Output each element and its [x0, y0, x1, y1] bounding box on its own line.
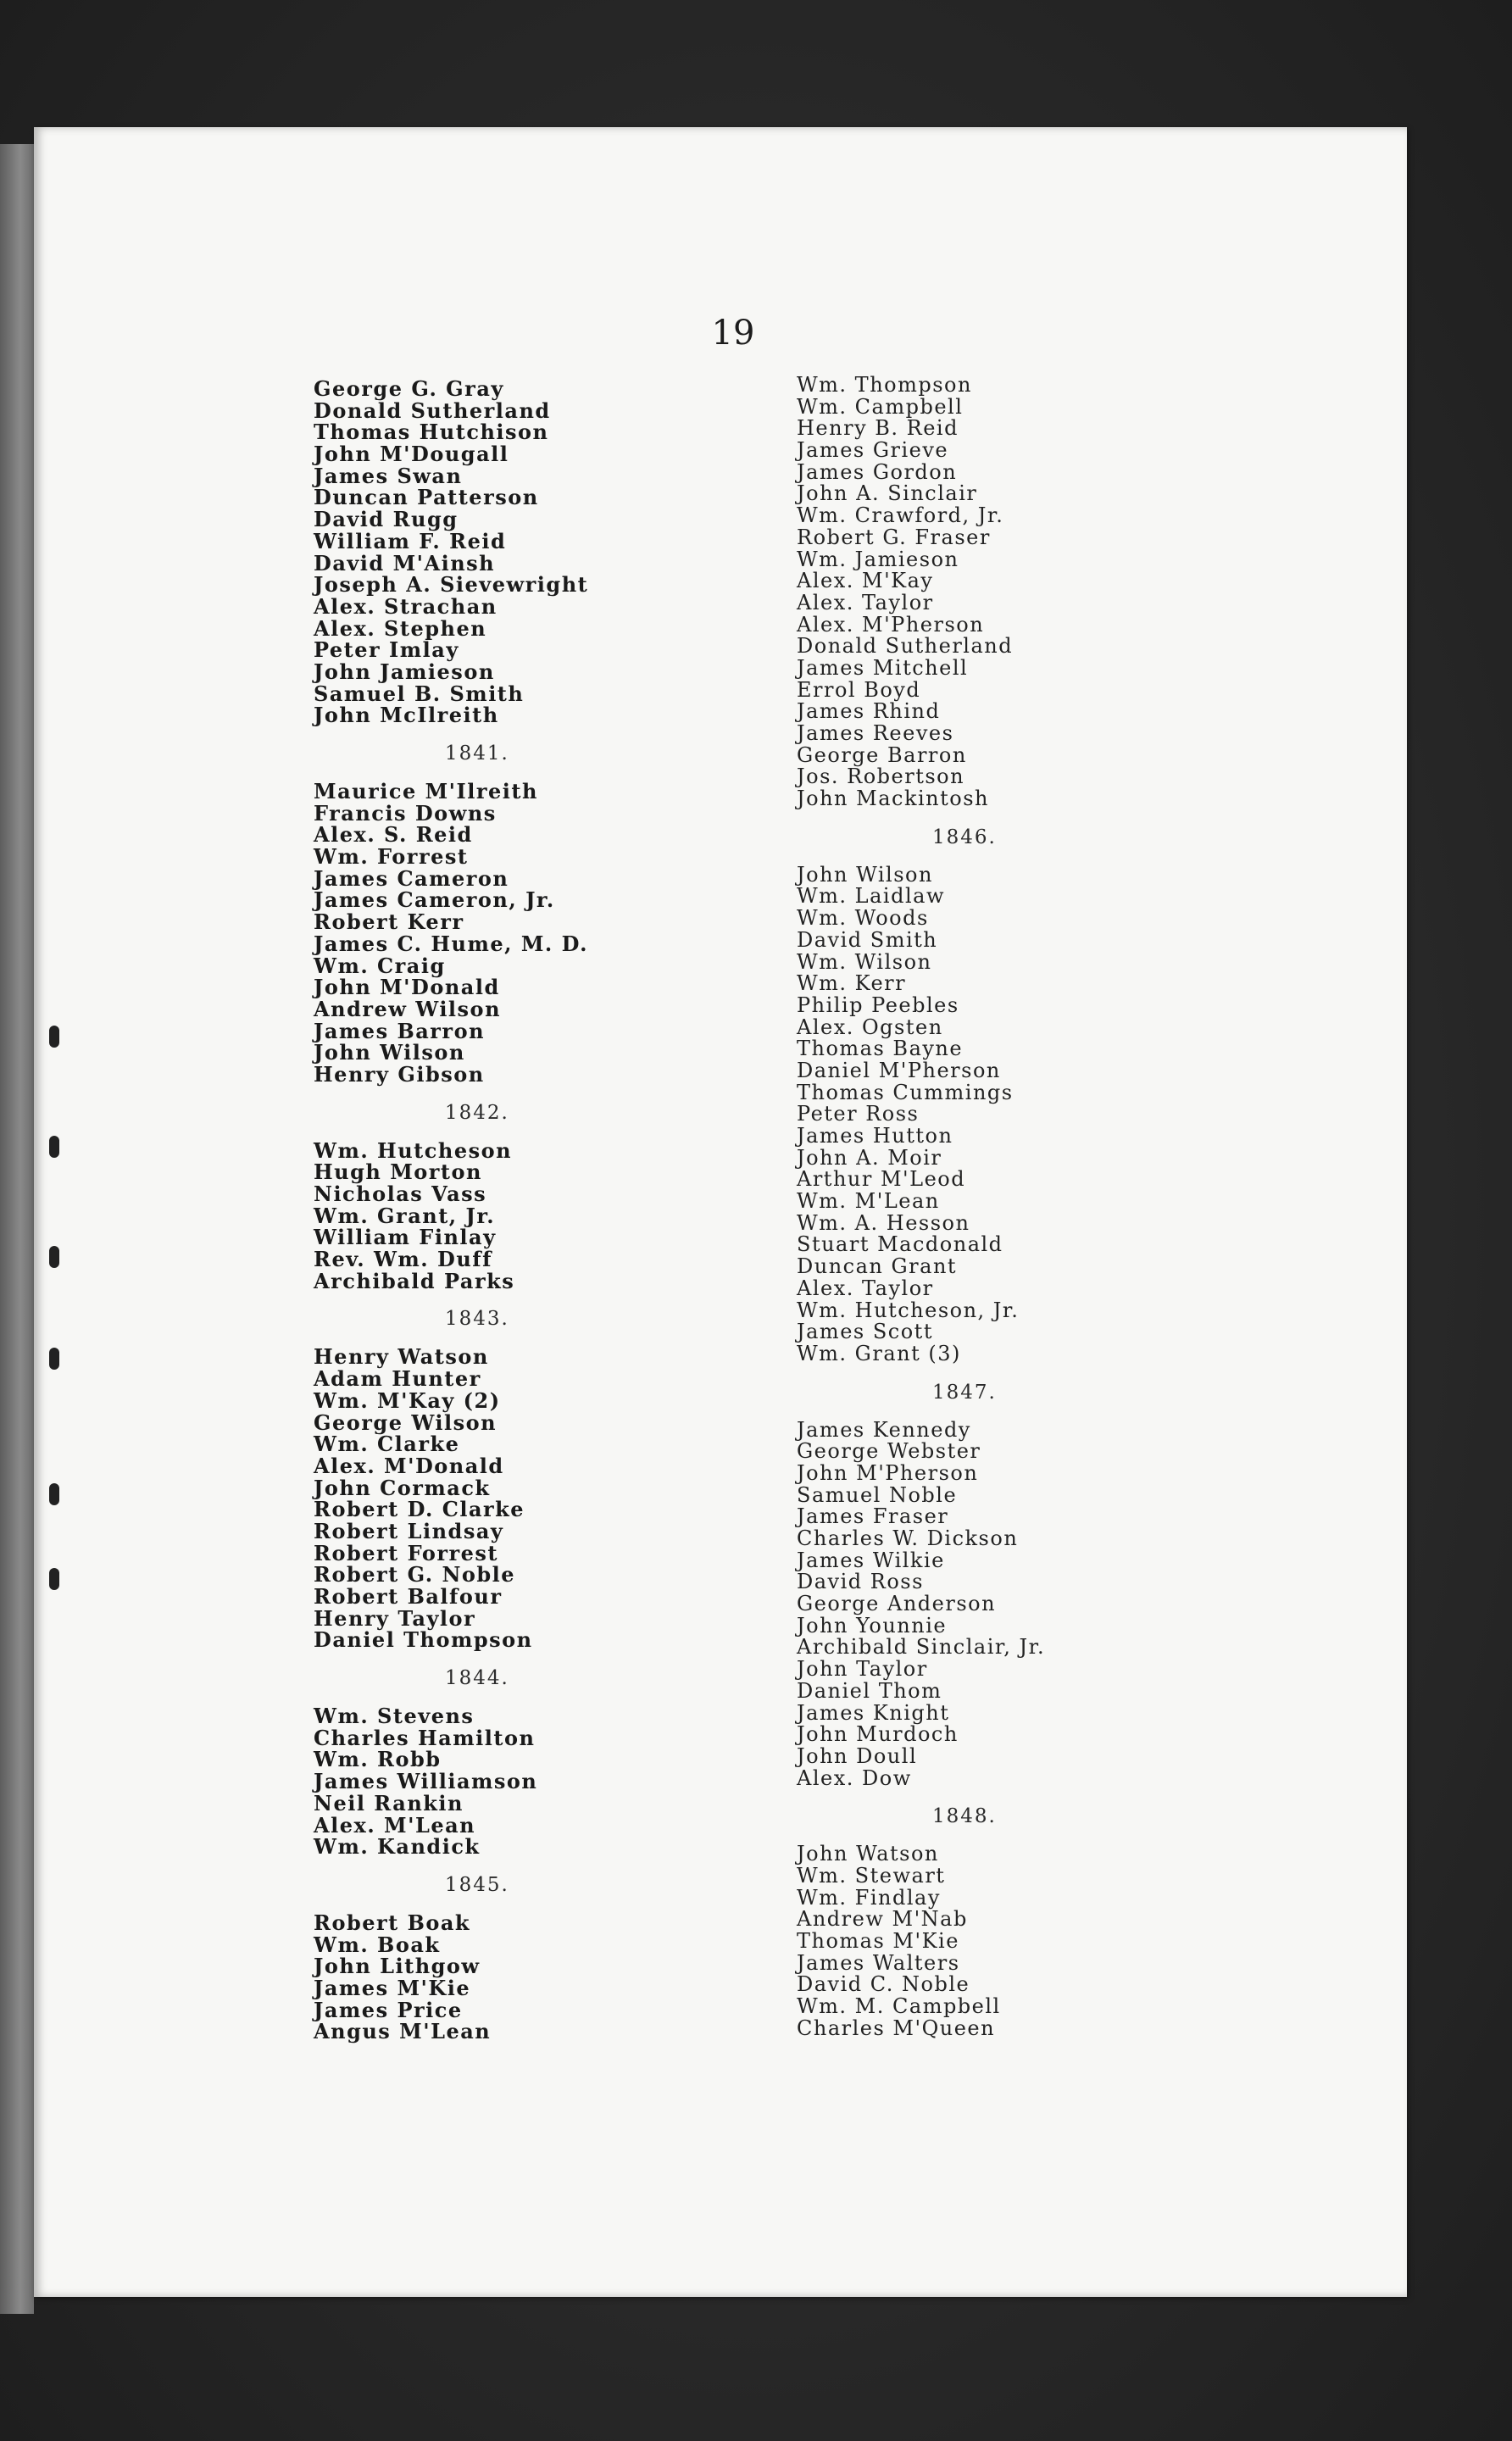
member-name: John Younnie [797, 1613, 948, 1638]
member-name: Andrew M'Nab [797, 1907, 968, 1932]
member-name: Wm. Hutcheson, Jr. [797, 1298, 1020, 1322]
member-name: Neil Rankin [314, 1790, 464, 1815]
member-name: Charles M'Queen [797, 2016, 996, 2040]
member-name: Samuel B. Smith [314, 681, 525, 706]
member-name: David C. Noble [797, 1972, 970, 1997]
left-name-column [314, 378, 754, 2043]
member-name: John Wilson [314, 1040, 465, 1065]
member-name: John Lithgow [314, 1954, 481, 1979]
member-name: Peter Ross [797, 1102, 920, 1126]
member-name: Wm. Laidlaw [797, 884, 945, 909]
member-name: James Grieve [797, 438, 949, 463]
member-name: Joseph A. Sievewright [314, 572, 589, 598]
member-name: Donald Sutherland [314, 398, 551, 423]
member-name: Wm. Kandick [314, 1834, 481, 1860]
member-name: David Smith [797, 927, 938, 952]
left-year-sections [314, 742, 754, 2043]
member-name: Robert Kerr [314, 909, 464, 935]
member-name: Wm. Grant (3) [797, 1341, 961, 1365]
member-name: James Price [314, 1997, 463, 2022]
member-name: David Rugg [314, 507, 459, 532]
member-name: William F. Reid [314, 528, 507, 553]
member-name: David Ross [797, 1570, 924, 1594]
year-heading: 1846. [932, 826, 997, 848]
binding-hole [49, 1246, 59, 1268]
member-name: Rev. Wm. Duff [314, 1247, 492, 1272]
member-name: John M'Dougall [314, 442, 509, 467]
member-name: Robert Balfour [314, 1584, 503, 1609]
member-name: John Wilson [797, 862, 933, 887]
binding-hole [49, 1568, 59, 1590]
left-top-names [314, 378, 754, 726]
member-name: Peter Imlay [314, 637, 459, 663]
member-name: James Walters [797, 1950, 960, 1975]
member-name: Maurice M'Ilreith [314, 779, 538, 803]
member-name: Alex. S. Reid [314, 822, 473, 848]
member-name: Wm. Campbell [797, 394, 964, 419]
member-name: James Hutton [797, 1124, 953, 1148]
member-name: John Taylor [797, 1657, 928, 1682]
member-name: Wm. Craig [314, 953, 446, 978]
member-name: Wm. Boak [314, 1932, 441, 1957]
member-name: James Kennedy [797, 1417, 971, 1442]
member-name: John Cormack [314, 1475, 491, 1500]
member-name: Charles W. Dickson [797, 1526, 1019, 1550]
member-name: Wm. Stewart [797, 1863, 946, 1888]
member-name: Wm. Crawford, Jr. [797, 503, 1004, 528]
member-name: Alex. Strachan [314, 593, 498, 619]
member-name: Wm. Woods [797, 906, 929, 931]
member-name: John Jamieson [314, 659, 495, 684]
member-name: James Reeves [797, 721, 954, 745]
member-name: George G. Gray [314, 376, 504, 401]
member-name: Arthur M'Leod [797, 1167, 966, 1192]
member-name: Nicholas Vass [314, 1182, 487, 1206]
member-name: James Scott [797, 1320, 933, 1344]
member-name: Hugh Morton [314, 1159, 482, 1185]
member-name: Adam Hunter [314, 1366, 481, 1392]
member-name: James Swan [314, 463, 463, 488]
member-name: Wm. Jamieson [797, 547, 959, 571]
member-name: James Gordon [797, 459, 958, 484]
member-name: John McIlreith [314, 703, 499, 728]
year-heading: 1841. [445, 742, 509, 765]
member-name: Alex. Ogsten [797, 1015, 943, 1039]
year-heading: 1842. [445, 1101, 509, 1124]
year-heading: 1843. [445, 1308, 509, 1331]
member-name: Wm. A. Hesson [797, 1210, 970, 1235]
member-name: Samuel Noble [797, 1482, 958, 1507]
member-name: Wm. Clarke [314, 1432, 460, 1457]
member-name: Duncan Patterson [314, 485, 539, 510]
member-name: John Murdoch [797, 1722, 959, 1747]
member-name: James Fraser [797, 1504, 949, 1529]
member-name: Jos. Robertson [797, 765, 965, 789]
member-name: George Barron [797, 742, 967, 767]
member-name: Donald Sutherland [797, 634, 1014, 659]
member-name: Daniel Thom [797, 1678, 942, 1703]
member-name: Daniel Thompson [314, 1627, 533, 1653]
member-name: Errol Boyd [797, 677, 921, 702]
member-name: Philip Peebles [797, 993, 959, 1017]
member-name: Henry Gibson [314, 1061, 485, 1087]
binding-edge [0, 144, 34, 2314]
member-name: Alex. Stephen [314, 615, 487, 641]
member-name: Henry Taylor [314, 1605, 476, 1631]
member-name: John A. Moir [797, 1145, 942, 1170]
member-name: George Webster [797, 1439, 981, 1464]
member-name: Alex. M'Pherson [797, 612, 985, 637]
member-name: Thomas Cummings [797, 1080, 1014, 1104]
member-name: Andrew Wilson [314, 996, 502, 1021]
right-top-names [797, 375, 1271, 810]
member-name: John Mackintosh [797, 787, 989, 811]
right-name-column [797, 375, 1271, 2039]
member-name: James Rhind [797, 699, 941, 724]
member-name: John Watson [797, 1842, 939, 1866]
member-name: George Anderson [797, 1592, 997, 1616]
member-name: Alex. M'Kay [797, 569, 934, 593]
binding-hole [49, 1483, 59, 1505]
member-name: Thomas M'Kie [797, 1929, 959, 1953]
member-name: Wm. Hutcheson [314, 1137, 513, 1163]
member-name: James M'Kie [314, 1975, 471, 2000]
member-name: Robert Forrest [314, 1540, 498, 1565]
member-name: David M'Ainsh [314, 550, 496, 575]
member-name: Robert G. Noble [314, 1562, 516, 1587]
member-name: John A. Sinclair [797, 481, 978, 506]
member-name: Angus M'Lean [314, 2019, 492, 2044]
member-name: Wm. M'Lean [797, 1189, 940, 1214]
member-name: Wm. Findlay [797, 1885, 941, 1910]
member-name: John Doull [797, 1743, 918, 1768]
member-name: Archibald Sinclair, Jr. [797, 1635, 1046, 1660]
member-name: John M'Donald [314, 975, 500, 1000]
member-name: Robert Lindsay [314, 1518, 504, 1543]
member-name: Wm. Grant, Jr. [314, 1203, 496, 1228]
member-name: James Knight [797, 1700, 950, 1725]
member-name: Alex. Taylor [797, 590, 934, 614]
year-heading: 1845. [445, 1873, 509, 1896]
member-name: Robert Boak [314, 1910, 471, 1935]
member-name: Wm. Thompson [797, 373, 972, 397]
member-name: Wm. M. Campbell [797, 1994, 1001, 2019]
member-name: James Mitchell [797, 655, 969, 680]
member-name: Wm. M'Kay (2) [314, 1387, 501, 1413]
year-heading: 1844. [445, 1667, 509, 1690]
member-name: George Wilson [314, 1410, 498, 1435]
document-page [34, 127, 1407, 2297]
member-name: James Cameron, Jr. [314, 887, 555, 913]
member-name: Alex. Taylor [797, 1276, 934, 1300]
member-name: Wm. Wilson [797, 949, 932, 974]
member-name: Wm. Kerr [797, 971, 907, 996]
member-name: James Cameron [314, 865, 509, 891]
member-name: James Barron [314, 1018, 486, 1043]
binding-hole [49, 1136, 59, 1158]
member-name: Wm. Forrest [314, 844, 469, 870]
member-name: Alex. Dow [797, 1765, 912, 1790]
member-name: James Williamson [314, 1769, 538, 1794]
member-name: Thomas Hutchison [314, 420, 549, 445]
member-name: Wm. Robb [314, 1747, 442, 1772]
page-number: 19 [711, 314, 755, 353]
member-name: James Wilkie [797, 1548, 945, 1572]
member-name: Archibald Parks [314, 1268, 515, 1293]
binding-hole [49, 1348, 59, 1370]
member-name: Stuart Macdonald [797, 1232, 1003, 1257]
member-name: Alex. M'Lean [314, 1812, 476, 1838]
member-name: Francis Downs [314, 800, 497, 826]
member-name: Daniel M'Pherson [797, 1058, 1001, 1082]
member-name: Wm. Stevens [314, 1704, 475, 1729]
member-name: Thomas Bayne [797, 1037, 964, 1061]
member-name: Alex. M'Donald [314, 1453, 504, 1478]
member-name: Robert D. Clarke [314, 1497, 525, 1522]
year-heading: 1847. [932, 1381, 997, 1404]
member-name: Henry B. Reid [797, 416, 959, 441]
member-name: Duncan Grant [797, 1254, 958, 1279]
member-name: William Finlay [314, 1225, 497, 1250]
member-name: Charles Hamilton [314, 1725, 536, 1750]
member-name: Robert G. Fraser [797, 525, 991, 549]
right-year-sections [797, 826, 1271, 2040]
member-name: James C. Hume, M. D. [314, 931, 588, 956]
member-name: Henry Watson [314, 1344, 489, 1370]
year-heading: 1848. [932, 1805, 997, 1828]
binding-hole [49, 1026, 59, 1048]
member-name: John M'Pherson [797, 1460, 979, 1485]
